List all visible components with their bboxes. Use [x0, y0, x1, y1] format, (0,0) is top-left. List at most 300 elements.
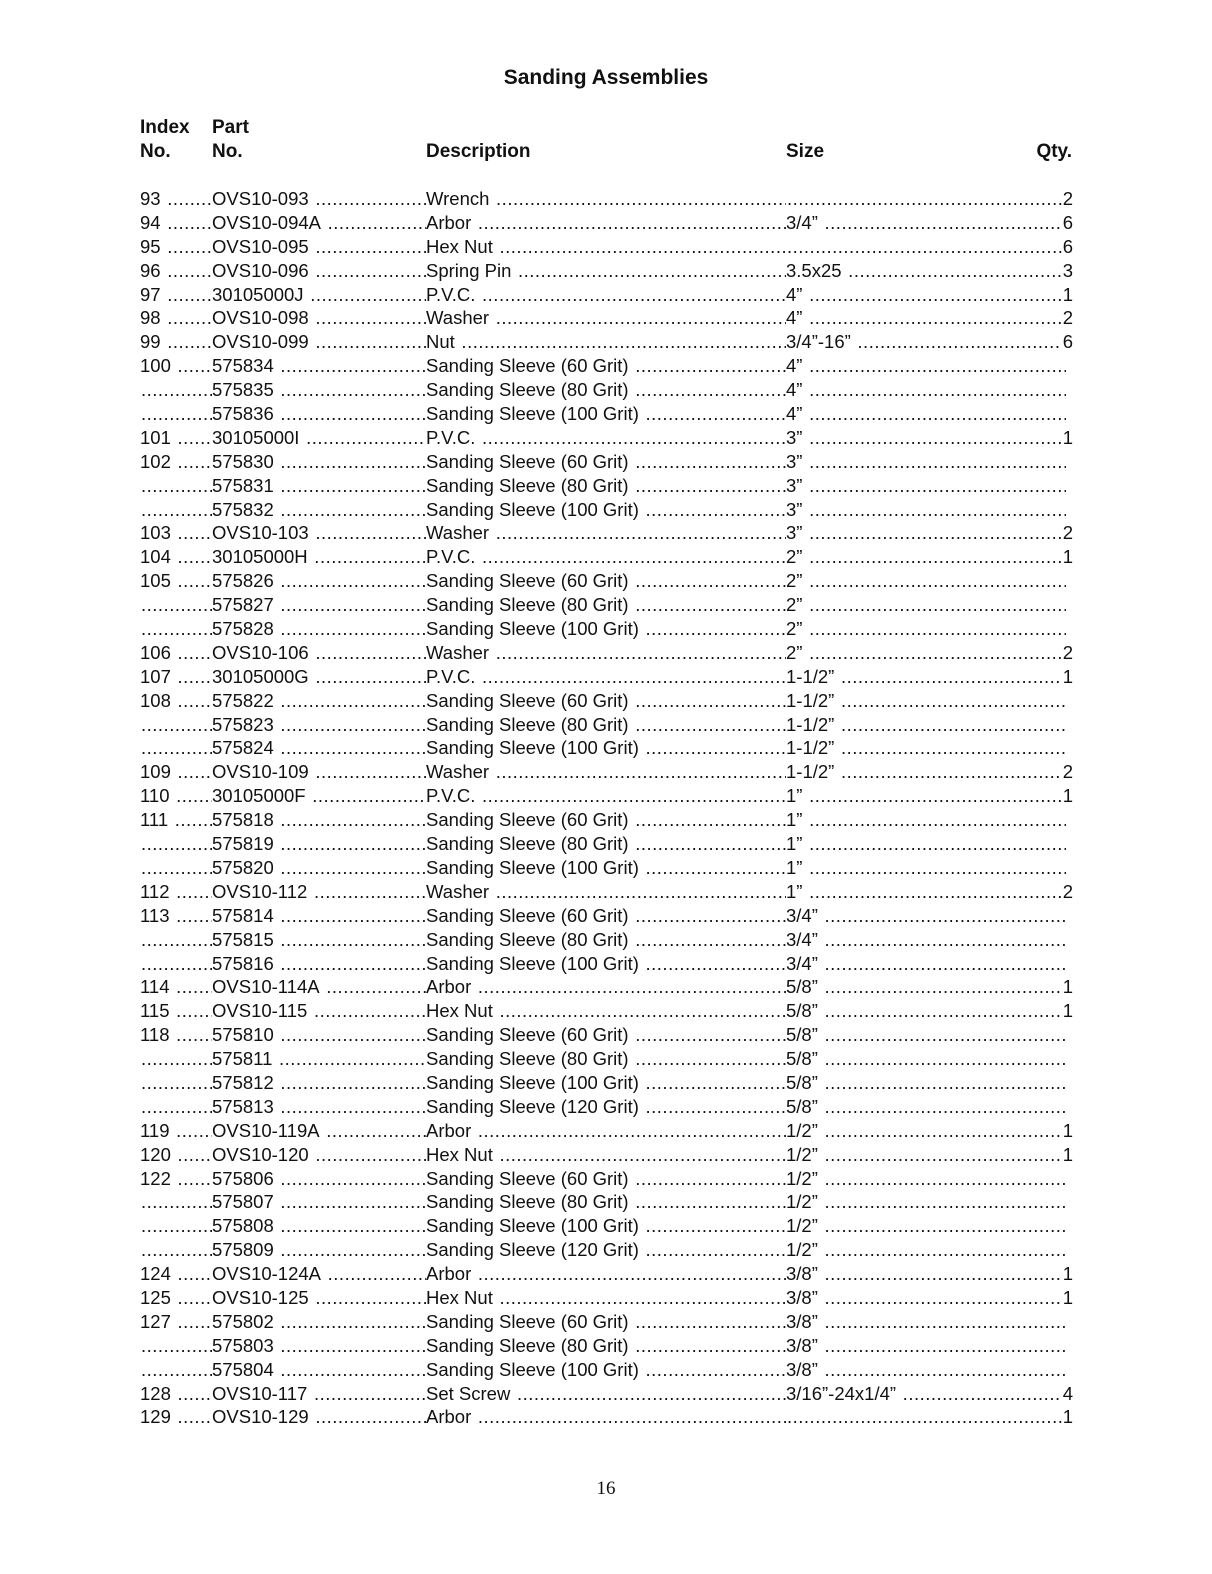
index-cell: [140, 593, 212, 617]
part-no-cell: [212, 665, 426, 689]
size-cell-text: 4”: [786, 355, 803, 377]
description-cell-text: Washer: [426, 880, 490, 902]
table-row: [140, 1262, 1073, 1286]
description-cell: [426, 1358, 786, 1382]
index-cell: [140, 1071, 212, 1095]
size-cell-text: 3/8”: [786, 1286, 818, 1308]
description-cell-text: Washer: [426, 522, 490, 544]
index-cell-text: 101: [140, 426, 171, 448]
index-cell-text: 97: [140, 283, 161, 305]
size-cell-text: 1”: [786, 833, 803, 855]
part-no-cell: [212, 450, 426, 474]
qty-cell: 2: [1062, 307, 1073, 329]
index-cell: [140, 1405, 212, 1429]
description-cell: [426, 545, 786, 569]
index-cell-text: 107: [140, 665, 171, 687]
description-cell: [426, 760, 786, 784]
size-cell: [786, 1405, 1066, 1429]
size-cell: [786, 1310, 1066, 1334]
description-cell-text: Arbor: [426, 1119, 472, 1141]
size-cell: [786, 474, 1066, 498]
part-no-cell: [212, 1358, 426, 1382]
size-cell: [786, 928, 1066, 952]
part-no-cell-text: 30105000I: [212, 426, 300, 448]
table-row: [140, 354, 1073, 378]
part-no-cell-text: 575823: [212, 713, 274, 735]
size-cell: [786, 689, 1066, 713]
table-row: [140, 378, 1073, 402]
index-cell-text: 122: [140, 1167, 171, 1189]
part-no-cell: [212, 1071, 426, 1095]
table-row: [140, 1071, 1073, 1095]
table-row: [140, 952, 1073, 976]
qty-cell: 1: [1062, 1406, 1073, 1428]
description-cell-text: Sanding Sleeve (60 Grit): [426, 1310, 629, 1332]
description-cell: [426, 928, 786, 952]
index-cell-text: [140, 1191, 141, 1212]
part-no-cell: [212, 1167, 426, 1191]
part-header-line2: No.: [212, 141, 243, 162]
part-no-cell-text: 575812: [212, 1071, 274, 1093]
table-row: [140, 545, 1073, 569]
description-cell-text: Sanding Sleeve (100 Grit): [426, 1215, 639, 1237]
part-no-cell-text: OVS10-094A: [212, 211, 322, 233]
size-cell: [786, 1334, 1066, 1358]
qty-cell: 1: [1062, 1119, 1073, 1141]
index-cell-text: [140, 618, 141, 639]
size-cell-text: 1”: [786, 785, 803, 807]
size-cell-text: 5/8”: [786, 976, 818, 998]
part-no-cell: [212, 880, 426, 904]
index-cell-text: [140, 714, 141, 735]
index-cell: [140, 450, 212, 474]
index-cell: [140, 760, 212, 784]
index-cell-text: 93: [140, 188, 161, 209]
index-cell-text: [140, 1239, 141, 1260]
index-no-header: [140, 116, 190, 164]
description-cell: [426, 211, 786, 235]
table-row: [140, 450, 1073, 474]
description-cell: [426, 187, 786, 211]
description-cell: [426, 952, 786, 976]
size-cell-text: 3”: [786, 426, 803, 448]
description-cell-text: Sanding Sleeve (60 Grit): [426, 355, 629, 377]
part-no-cell: [212, 187, 426, 211]
qty-cell: 1: [1062, 785, 1073, 807]
table-row: [140, 1047, 1073, 1071]
size-cell-text: 3”: [786, 450, 803, 472]
part-no-cell-text: 575819: [212, 833, 274, 855]
size-cell-text: 2”: [786, 641, 803, 663]
size-cell-text: 1-1/2”: [786, 737, 835, 759]
qty-cell: 2: [1062, 641, 1073, 663]
description-cell: [426, 1334, 786, 1358]
size-cell: [786, 1382, 1066, 1406]
table-row: [140, 1286, 1073, 1310]
part-no-cell: [212, 1238, 426, 1262]
qty-cell: 2: [1062, 880, 1073, 902]
description-cell: [426, 450, 786, 474]
index-cell-text: 96: [140, 259, 161, 281]
description-cell-text: Sanding Sleeve (80 Grit): [426, 1334, 629, 1356]
table-row: [140, 498, 1073, 522]
index-cell-text: [140, 499, 141, 520]
size-cell-text: 3/16”-24x1/4”: [786, 1382, 897, 1404]
description-cell: [426, 1214, 786, 1238]
description-cell-text: Washer: [426, 761, 490, 783]
part-no-cell-text: OVS10-117: [212, 1382, 308, 1404]
index-cell-text: 104: [140, 546, 171, 568]
table-row: [140, 784, 1073, 808]
index-cell: [140, 378, 212, 402]
index-cell: [140, 1262, 212, 1286]
index-cell-text: [140, 737, 141, 758]
description-cell-text: Sanding Sleeve (60 Grit): [426, 1024, 629, 1046]
index-cell: [140, 187, 212, 211]
part-no-cell: [212, 713, 426, 737]
size-cell: [786, 617, 1066, 641]
part-no-cell-text: 575814: [212, 904, 274, 926]
description-cell: [426, 1071, 786, 1095]
index-cell-text: [140, 475, 141, 496]
part-no-cell: [212, 378, 426, 402]
part-no-cell-text: 30105000J: [212, 283, 304, 305]
description-cell: [426, 378, 786, 402]
part-no-cell-text: OVS10-125: [212, 1286, 309, 1308]
size-cell-text: [786, 1406, 787, 1427]
description-cell-text: Sanding Sleeve (80 Grit): [426, 594, 629, 616]
index-cell: [140, 1095, 212, 1119]
part-no-cell: [212, 856, 426, 880]
qty-cell: 3: [1062, 259, 1073, 281]
description-cell-text: Arbor: [426, 1263, 472, 1285]
part-no-cell-text: OVS10-129: [212, 1406, 309, 1428]
part-no-cell-text: 575813: [212, 1095, 274, 1117]
index-cell-text: 124: [140, 1263, 171, 1285]
qty-cell: 4: [1062, 1382, 1073, 1404]
index-cell-text: [140, 1072, 141, 1093]
description-cell: [426, 999, 786, 1023]
table-row: [140, 306, 1073, 330]
table-row: [140, 1358, 1073, 1382]
description-cell: [426, 1190, 786, 1214]
part-no-cell-text: 575810: [212, 1024, 274, 1046]
index-cell-text: [140, 379, 141, 400]
description-cell-text: Hex Nut: [426, 1000, 493, 1022]
index-cell-text: [140, 1359, 141, 1380]
index-cell-text: 106: [140, 641, 171, 663]
qty-cell: 6: [1062, 235, 1073, 257]
description-cell: [426, 1119, 786, 1143]
description-cell-text: P.V.C.: [426, 665, 476, 687]
index-cell-text: 118: [140, 1024, 170, 1046]
description-cell-text: Spring Pin: [426, 259, 512, 281]
part-no-cell: [212, 426, 426, 450]
part-no-cell: [212, 1190, 426, 1214]
size-cell: [786, 235, 1066, 259]
table-row: [140, 689, 1073, 713]
part-no-cell-text: 575803: [212, 1334, 274, 1356]
part-no-cell: [212, 521, 426, 545]
description-cell: [426, 1167, 786, 1191]
qty-cell: 6: [1062, 331, 1073, 353]
qty-header: Qty.: [1036, 141, 1072, 162]
description-cell-text: Sanding Sleeve (80 Grit): [426, 833, 629, 855]
index-cell-text: 109: [140, 761, 171, 783]
index-cell: [140, 330, 212, 354]
part-no-cell-text: OVS10-115: [212, 1000, 308, 1022]
table-row: [140, 832, 1073, 856]
part-no-cell-text: 575826: [212, 570, 274, 592]
index-cell-text: 105: [140, 570, 171, 592]
part-no-cell: [212, 1262, 426, 1286]
part-no-cell: [212, 283, 426, 307]
index-cell: [140, 1382, 212, 1406]
qty-cell: 1: [1062, 283, 1073, 305]
table-row: [140, 975, 1073, 999]
index-cell-text: 100: [140, 355, 171, 377]
index-cell-text: [140, 1215, 141, 1236]
part-no-cell: [212, 641, 426, 665]
index-cell: [140, 713, 212, 737]
part-no-cell: [212, 999, 426, 1023]
part-no-cell-text: 575816: [212, 952, 274, 974]
size-cell: [786, 1095, 1066, 1119]
index-cell: [140, 521, 212, 545]
size-cell: [786, 569, 1066, 593]
size-cell-text: 3/4”: [786, 211, 818, 233]
index-cell-text: 127: [140, 1310, 171, 1332]
index-cell-text: 115: [140, 1000, 170, 1022]
part-no-cell-text: OVS10-098: [212, 307, 309, 329]
index-cell: [140, 1238, 212, 1262]
table-row: [140, 1095, 1073, 1119]
size-cell: [786, 1167, 1066, 1191]
description-cell: [426, 1023, 786, 1047]
description-cell-text: Sanding Sleeve (100 Grit): [426, 952, 639, 974]
description-cell-text: Sanding Sleeve (80 Grit): [426, 1191, 629, 1213]
index-cell: [140, 880, 212, 904]
part-no-cell: [212, 1334, 426, 1358]
index-cell-text: [140, 1048, 141, 1069]
size-cell-text: 4”: [786, 379, 803, 401]
index-cell: [140, 1143, 212, 1167]
index-cell: [140, 402, 212, 426]
index-cell: [140, 283, 212, 307]
part-no-cell: [212, 832, 426, 856]
table-row: [140, 187, 1073, 211]
index-cell: [140, 1334, 212, 1358]
index-cell: [140, 1310, 212, 1334]
part-header-line1: Part: [212, 117, 249, 138]
part-no-cell-text: 575820: [212, 856, 274, 878]
size-cell: [786, 808, 1066, 832]
parts-list: [140, 187, 1073, 1429]
table-row: [140, 904, 1073, 928]
qty-cell: 1: [1062, 665, 1073, 687]
part-no-cell: [212, 235, 426, 259]
table-row: [140, 1405, 1073, 1429]
qty-cell: 1: [1062, 426, 1073, 448]
description-cell: [426, 1143, 786, 1167]
size-cell-text: 5/8”: [786, 1048, 818, 1070]
index-cell: [140, 832, 212, 856]
qty-cell: 1: [1062, 1286, 1073, 1308]
table-row: [140, 330, 1073, 354]
table-row: [140, 1334, 1073, 1358]
size-cell: [786, 306, 1066, 330]
part-no-cell: [212, 784, 426, 808]
size-cell-text: 5/8”: [786, 1024, 818, 1046]
size-cell-text: 1-1/2”: [786, 713, 835, 735]
part-no-cell-text: 575822: [212, 689, 274, 711]
part-no-cell-text: 575807: [212, 1191, 274, 1213]
size-cell: [786, 1023, 1066, 1047]
size-cell-text: 1/2”: [786, 1239, 818, 1261]
size-cell: [786, 187, 1066, 211]
description-cell: [426, 1047, 786, 1071]
description-cell: [426, 1238, 786, 1262]
table-row: [140, 521, 1073, 545]
part-no-cell-text: 575824: [212, 737, 274, 759]
part-no-cell: [212, 904, 426, 928]
size-cell-text: 3/4”: [786, 904, 818, 926]
size-cell-text: 2”: [786, 594, 803, 616]
index-cell: [140, 354, 212, 378]
description-cell-text: P.V.C.: [426, 546, 476, 568]
part-no-cell: [212, 545, 426, 569]
table-row: [140, 1238, 1073, 1262]
description-cell-text: Sanding Sleeve (60 Grit): [426, 689, 629, 711]
index-cell: [140, 736, 212, 760]
size-cell-text: [786, 188, 787, 209]
qty-cell: 1: [1062, 1000, 1073, 1022]
size-cell: [786, 354, 1066, 378]
description-cell: [426, 689, 786, 713]
table-row: [140, 1167, 1073, 1191]
index-cell-text: [140, 403, 141, 424]
index-cell: [140, 1119, 212, 1143]
description-cell-text: Sanding Sleeve (100 Grit): [426, 737, 639, 759]
index-cell-text: 128: [140, 1382, 171, 1404]
part-no-cell: [212, 617, 426, 641]
size-cell: [786, 1119, 1066, 1143]
index-cell-text: [140, 929, 141, 950]
description-header: Description: [426, 141, 531, 162]
description-cell: [426, 1286, 786, 1310]
size-cell-text: 1/2”: [786, 1167, 818, 1189]
description-cell: [426, 880, 786, 904]
part-no-cell: [212, 474, 426, 498]
size-cell: [786, 1143, 1066, 1167]
description-cell-text: Hex Nut: [426, 235, 493, 257]
size-cell-text: 3”: [786, 498, 803, 520]
index-cell: [140, 641, 212, 665]
index-cell-text: 125: [140, 1286, 171, 1308]
description-cell: [426, 832, 786, 856]
part-no-cell-text: 30105000G: [212, 665, 309, 687]
index-cell: [140, 999, 212, 1023]
description-cell-text: Sanding Sleeve (60 Grit): [426, 450, 629, 472]
size-cell: [786, 1071, 1066, 1095]
size-cell: [786, 283, 1066, 307]
part-no-cell-text: 575836: [212, 403, 274, 425]
part-no-cell: [212, 354, 426, 378]
part-no-cell: [212, 689, 426, 713]
description-cell: [426, 784, 786, 808]
table-row: [140, 569, 1073, 593]
size-cell: [786, 259, 1066, 283]
table-row: [140, 617, 1073, 641]
index-cell: [140, 569, 212, 593]
part-no-header: [212, 116, 249, 164]
part-no-cell-text: 575804: [212, 1358, 274, 1380]
part-no-cell-text: 575830: [212, 450, 274, 472]
index-cell-text: 114: [140, 976, 170, 998]
qty-cell: 1: [1062, 546, 1073, 568]
part-no-cell-text: OVS10-114A: [212, 976, 320, 998]
table-row: [140, 1214, 1073, 1238]
description-cell: [426, 975, 786, 999]
index-cell: [140, 1358, 212, 1382]
table-row: [140, 235, 1073, 259]
part-no-cell-text: OVS10-119A: [212, 1119, 320, 1141]
index-cell-text: 108: [140, 689, 171, 711]
part-no-cell-text: 30105000F: [212, 785, 306, 807]
table-row: [140, 402, 1073, 426]
size-cell-text: 4”: [786, 403, 803, 425]
index-cell: [140, 235, 212, 259]
size-cell-text: 1/2”: [786, 1215, 818, 1237]
qty-cell: 2: [1062, 188, 1073, 209]
description-cell: [426, 593, 786, 617]
index-cell-text: 110: [140, 785, 170, 807]
size-cell: [786, 521, 1066, 545]
part-no-cell-text: 575811: [212, 1048, 273, 1070]
index-cell-text: 112: [140, 880, 170, 902]
index-cell: [140, 1167, 212, 1191]
size-cell-text: 3/4”: [786, 952, 818, 974]
part-no-cell: [212, 1286, 426, 1310]
size-cell-text: 1-1/2”: [786, 665, 835, 687]
description-cell: [426, 402, 786, 426]
size-cell: [786, 1190, 1066, 1214]
description-cell-text: Arbor: [426, 211, 472, 233]
index-cell: [140, 426, 212, 450]
index-cell: [140, 474, 212, 498]
part-no-cell: [212, 975, 426, 999]
table-row: [140, 1143, 1073, 1167]
index-cell-text: [140, 857, 141, 878]
size-cell: [786, 545, 1066, 569]
description-cell-text: Sanding Sleeve (100 Grit): [426, 403, 639, 425]
index-cell: [140, 306, 212, 330]
index-cell: [140, 784, 212, 808]
index-cell-text: 111: [140, 809, 169, 831]
part-no-cell: [212, 928, 426, 952]
table-row: [140, 1023, 1073, 1047]
description-cell-text: P.V.C.: [426, 426, 476, 448]
description-cell: [426, 1095, 786, 1119]
size-header: Size: [786, 141, 825, 162]
size-cell: [786, 665, 1066, 689]
index-cell: [140, 1047, 212, 1071]
size-cell: [786, 999, 1066, 1023]
index-cell: [140, 808, 212, 832]
part-no-cell: [212, 1405, 426, 1429]
size-cell: [786, 426, 1066, 450]
size-cell: [786, 402, 1066, 426]
